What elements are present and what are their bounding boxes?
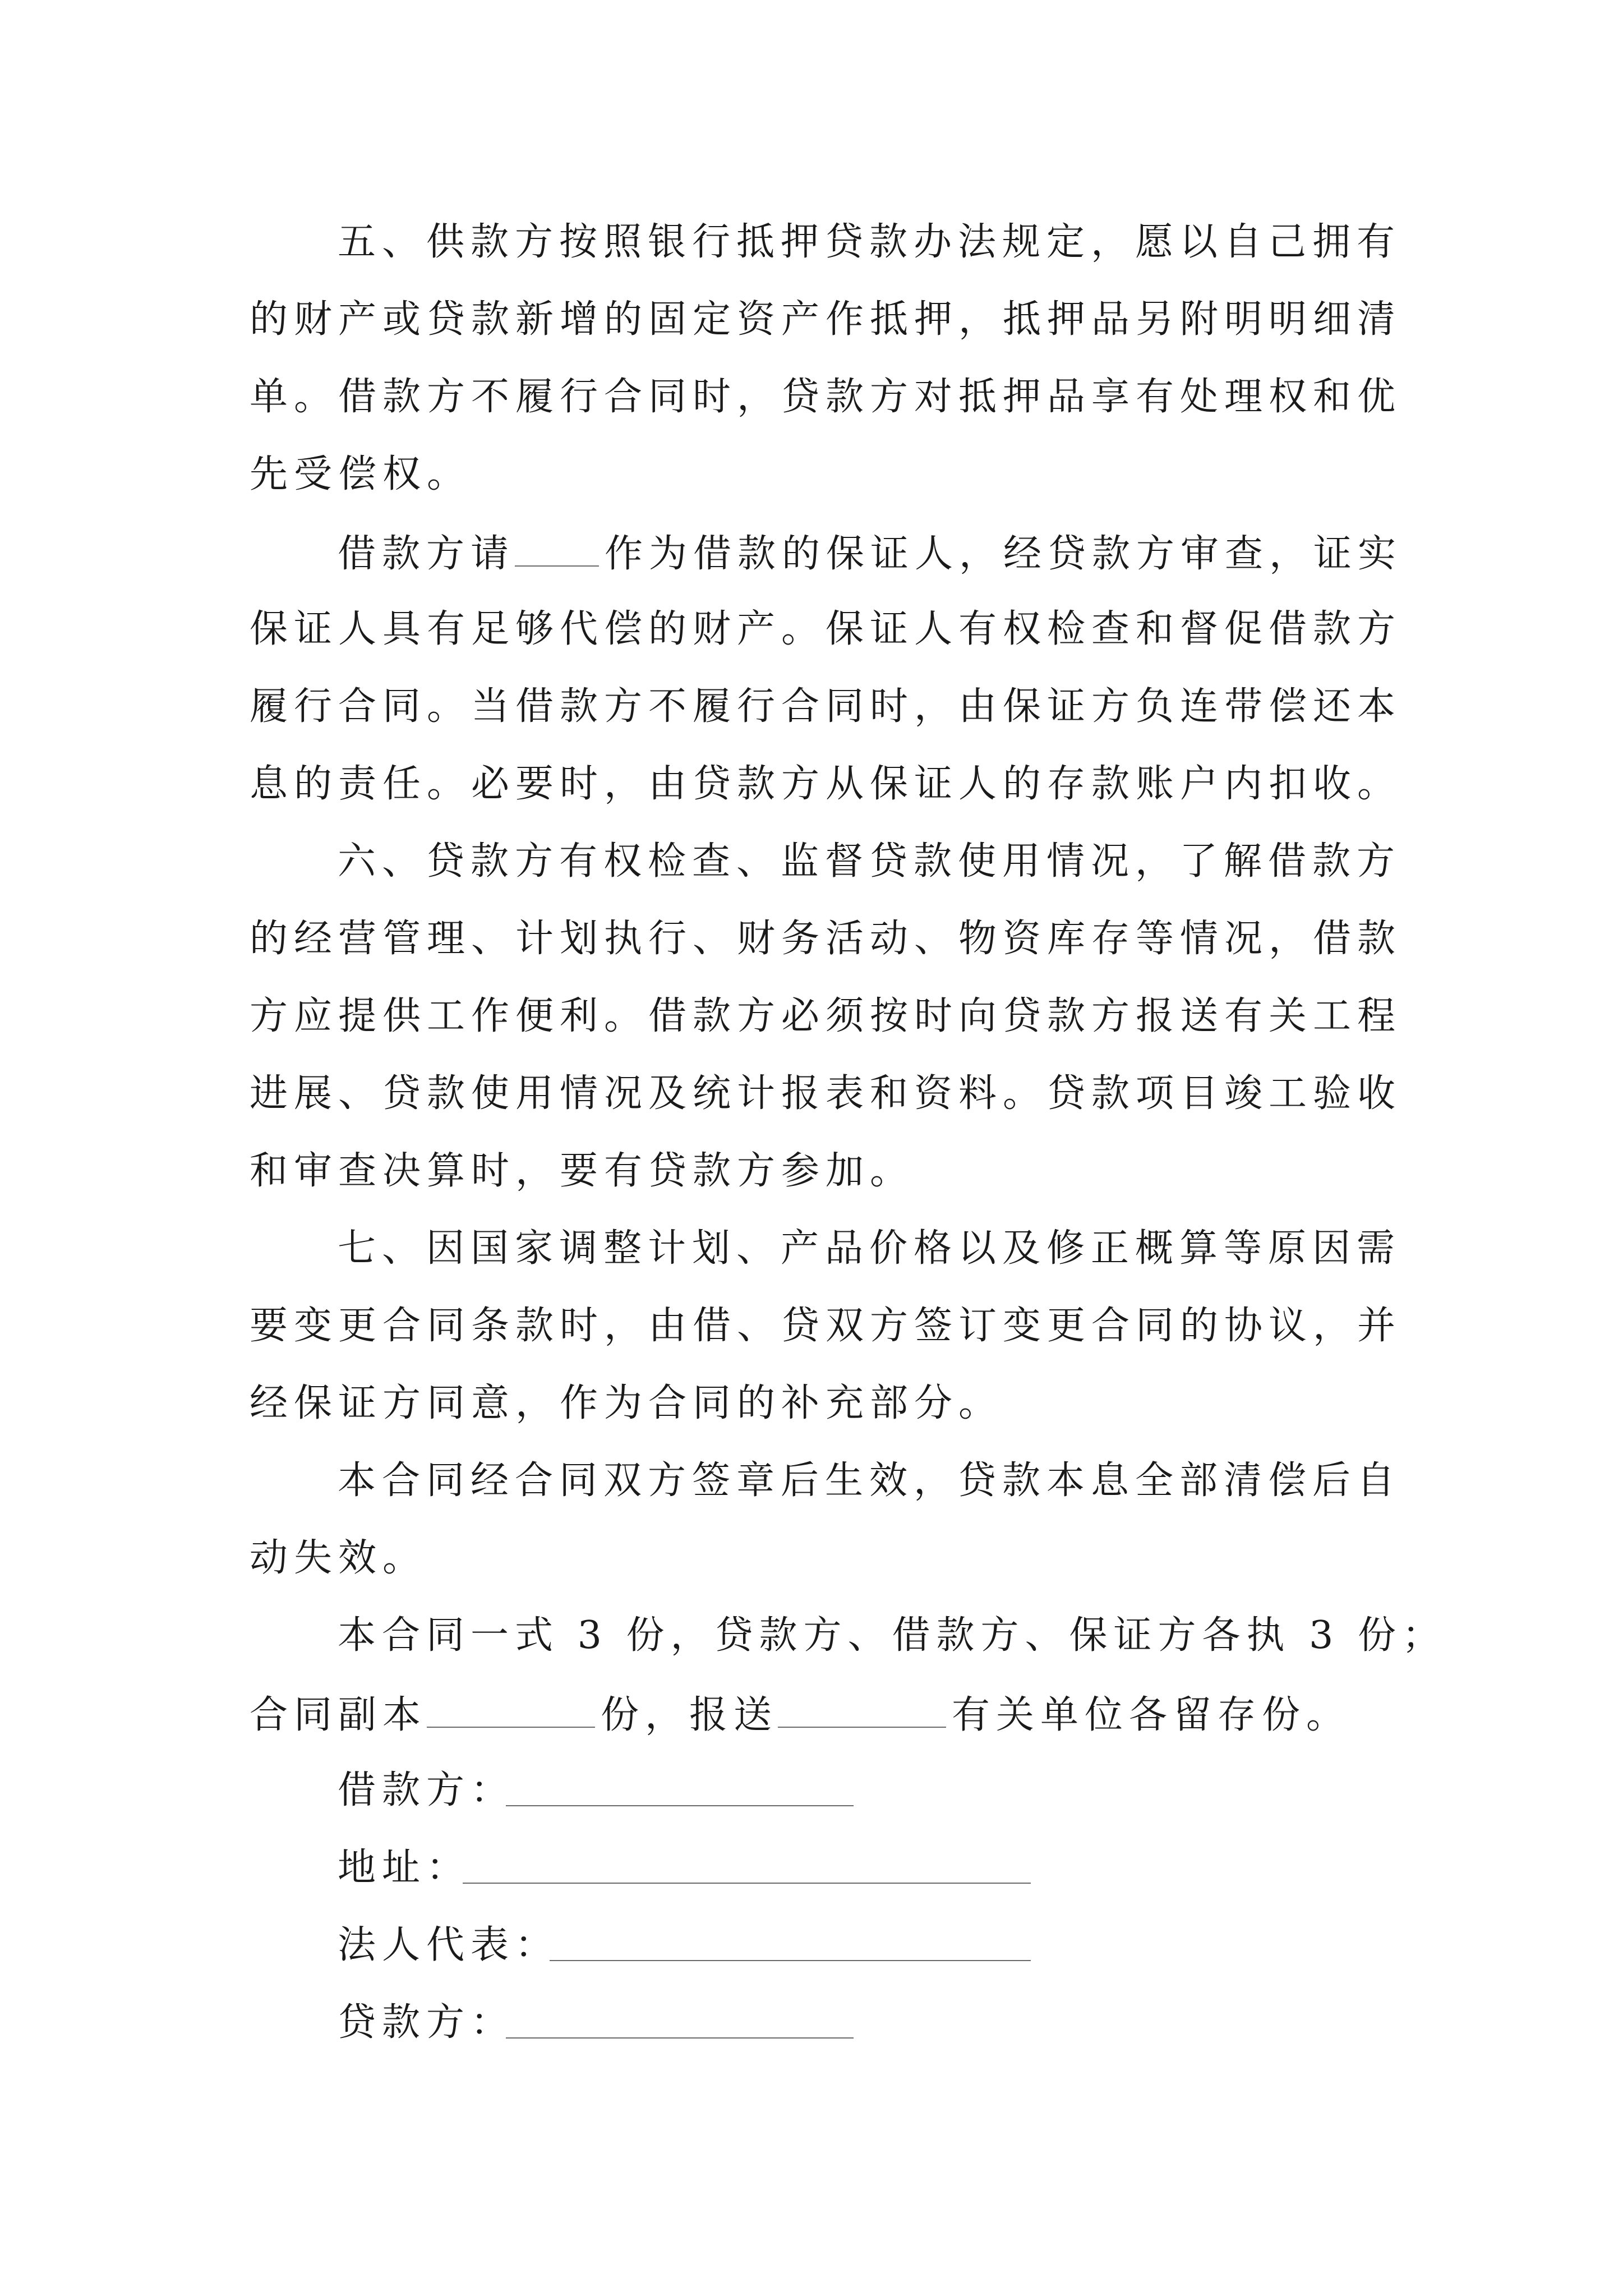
paragraph-line: 进展、贷款使用情况及统计报表和资料。贷款项目竣工验收	[250, 1071, 1402, 1116]
paragraph-line: 履行合同。当借款方不履行合同时，由保证方负连带偿还本	[250, 684, 1402, 729]
text-segment: 有关单位各留存份。	[952, 1693, 1351, 1737]
text-segment: 份，报送	[601, 1693, 778, 1737]
text-after-blank: 作为借款的保证人，经贷款方审查，证实	[605, 532, 1403, 576]
paragraph-line: 方应提供工作便利。借款方必须按时向贷款方报送有关工程	[250, 994, 1402, 1038]
paragraph-line: 六、贷款方有权检查、监督贷款使用情况，了解借款方	[338, 839, 1401, 884]
paragraph-line: 动失效。	[250, 1536, 427, 1580]
paragraph-line: 七、因国家调整计划、产品价格以及修正概算等原因需	[338, 1226, 1401, 1271]
guarantor-name-blank[interactable]	[515, 533, 599, 567]
legal-representative-label: 法人代表：	[338, 1923, 560, 1967]
lender-field[interactable]	[506, 2037, 854, 2039]
paragraph-line: 单。借款方不履行合同时，贷款方对抵押品享有处理权和优	[250, 375, 1402, 419]
copies-count-blank[interactable]	[427, 1694, 595, 1728]
paragraph-line: 本合同经合同双方签章后生效，贷款本息全部清偿后自	[338, 1458, 1401, 1503]
paragraph-line-with-blanks	[250, 1694, 1350, 1738]
paragraph-line: 五、供款方按照银行抵押贷款办法规定，愿以自己拥有	[338, 220, 1401, 264]
paragraph-line: 和审查决算时，要有贷款方参加。	[250, 1149, 915, 1193]
paragraph-line: 先受偿权。	[250, 452, 472, 496]
lender-label: 贷款方：	[338, 2000, 515, 2045]
paragraph-line: 的财产或贷款新增的固定资产作抵押，抵押品另附明明细清	[250, 297, 1402, 342]
paragraph-line: 保证人具有足够代偿的财产。保证人有权检查和督促借款方	[250, 607, 1402, 651]
address-label: 地址：	[338, 1846, 471, 1890]
paragraph-line-with-blank	[338, 533, 1402, 577]
paragraph-line: 经保证方同意，作为合同的补充部分。	[250, 1381, 1003, 1425]
borrower-label: 借款方：	[338, 1768, 515, 1812]
text-segment: 合同副本	[250, 1693, 427, 1737]
text-before-blank: 借款方请	[338, 532, 515, 576]
paragraph-line: 的经营管理、计划执行、财务活动、物资库存等情况，借款	[250, 917, 1402, 961]
paragraph-line: 息的责任。必要时，由贷款方从保证人的存款账户内扣收。	[250, 762, 1402, 806]
paragraph-line: 本合同一式 3 份，贷款方、借款方、保证方各执 3 份；	[338, 1613, 1446, 1658]
legal-representative-field[interactable]	[550, 1960, 1031, 1961]
borrower-field[interactable]	[506, 1805, 854, 1806]
address-field[interactable]	[463, 1883, 1031, 1884]
report-to-blank[interactable]	[778, 1694, 946, 1728]
paragraph-line: 要变更合同条款时，由借、贷双方签订变更合同的协议，并	[250, 1304, 1402, 1348]
